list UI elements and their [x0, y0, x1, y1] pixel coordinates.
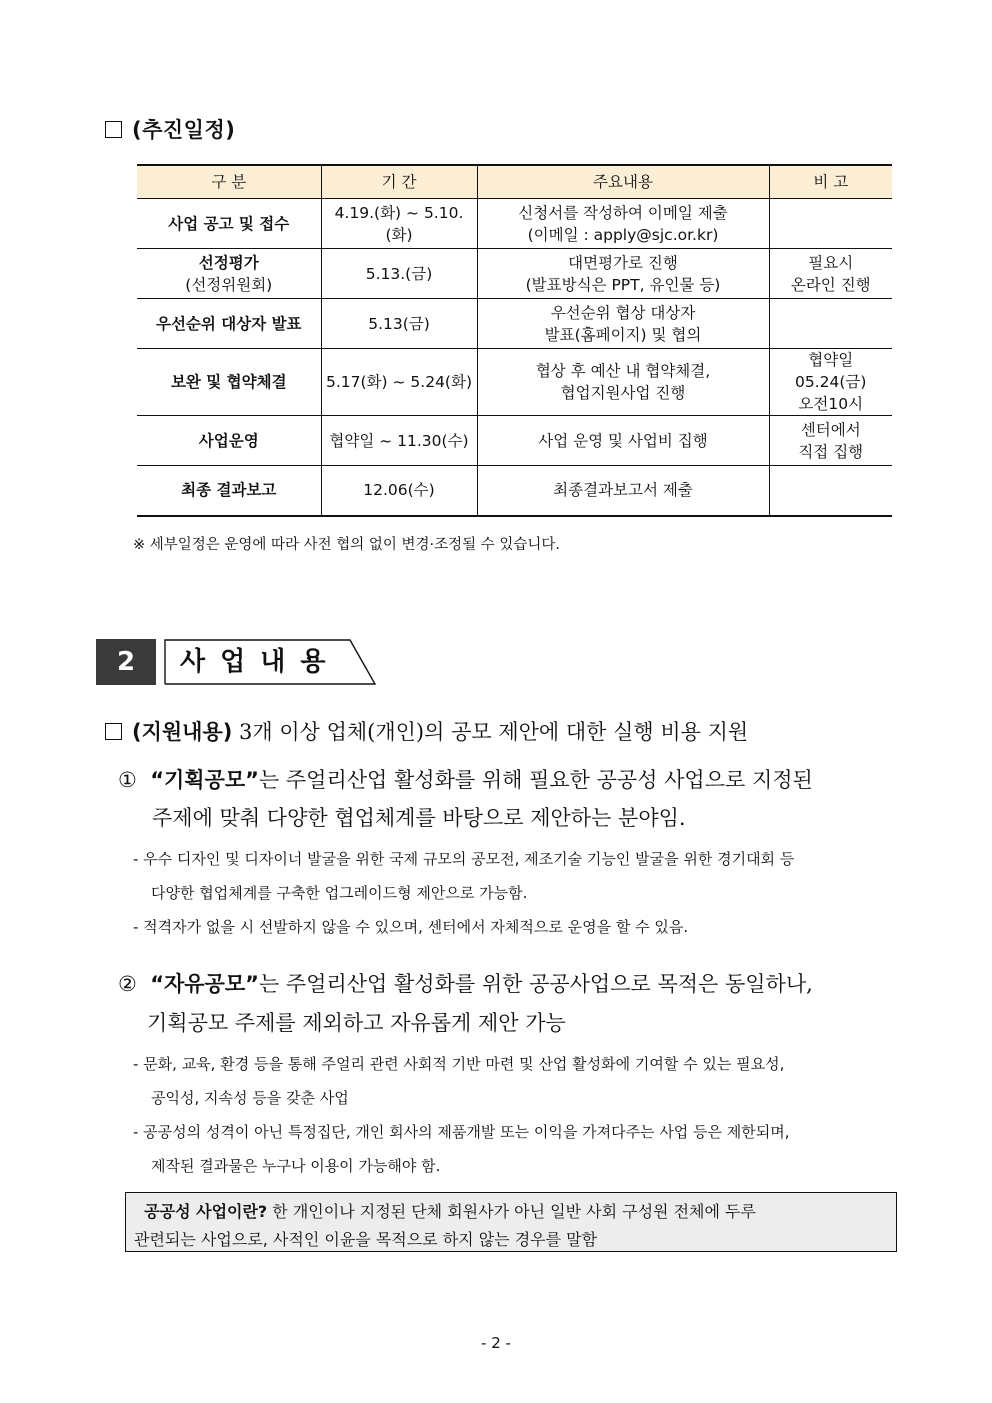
content-cell: 신청서를 작성하여 이메일 제출 (이메일 : apply@sjc.or.kr)	[477, 199, 769, 249]
content-cell: 사업 운영 및 사업비 집행	[477, 416, 769, 466]
item-planned-contest-cont: 주제에 맞춰 다양한 협업체계를 바탕으로 제안하는 분야임.	[152, 806, 686, 830]
table-row	[137, 249, 892, 299]
period-cell: 12.06(수)	[321, 466, 477, 516]
category-cell: 보완 및 협약체결	[137, 349, 321, 416]
category-cell: 최종 결과보고	[137, 466, 321, 516]
table-row	[137, 349, 892, 416]
period-cell: 5.13.(금)	[321, 249, 477, 299]
content-cell: 우선순위 협상 대상자 발표(홈페이지) 및 협의	[477, 299, 769, 349]
category-cell: 사업 공고 및 접수	[137, 199, 321, 249]
schedule-note: ※ 세부일정은 운영에 따라 사전 협의 없이 변경·조정될 수 있습니다.	[133, 537, 561, 553]
table-header-row	[137, 165, 892, 199]
remark-cell: 협약일 05.24(금) 오전10시	[769, 349, 892, 416]
item-free-contest-cont: 기획공모 주제를 제외하고 자유롭게 제안 가능	[147, 1011, 566, 1035]
category-cell: 우선순위 대상자 발표	[137, 299, 321, 349]
content-cell: 최종결과보고서 제출	[477, 466, 769, 516]
header-cell: 기 간	[321, 165, 477, 199]
support-content-line: (지원내용) 3개 이상 업체(개인)의 공모 제안에 대한 실행 비용 지원	[105, 716, 748, 746]
section-number-badge: 2	[96, 639, 156, 685]
table-row	[137, 299, 892, 349]
remark-cell	[769, 466, 892, 516]
remark-cell	[769, 299, 892, 349]
public-business-definition-box: 공공성 사업이란? 한 개인이나 지정된 단체 회원사가 아닌 일반 사회 구성원 전체에 두루 관련되는 사업으로, 사적인 이윤을 목적으로 하지 않는 경우를 말함	[125, 1192, 897, 1252]
section-title: 사업내용	[180, 647, 341, 677]
list-item: 제작된 결과물은 누구나 이용이 가능해야 함.	[151, 1157, 441, 1175]
remark-cell: 센터에서 직접 집행	[769, 416, 892, 466]
item-planned-contest: ① “기획공모”는 주얼리산업 활성화를 위해 필요한 공공성 사업으로 지정된	[118, 768, 813, 792]
header-cell: 비 고	[769, 165, 892, 199]
list-item: - 적격자가 없을 시 선발하지 않을 수 있으며, 센터에서 자체적으로 운영을 할 수 있음.	[133, 918, 689, 936]
schedule-heading: (추진일정)	[105, 114, 235, 144]
table-row	[137, 199, 892, 249]
list-item: - 우수 디자인 및 디자이너 발굴을 위한 국제 규모의 공모전, 제조기술 기능인 발굴을 위한 경기대회 등	[133, 850, 795, 868]
page-number: - 2 -	[481, 1334, 511, 1352]
list-item: 공익성, 지속성 등을 갖춘 사업	[151, 1089, 349, 1107]
period-cell: 협약일 ~ 11.30(수)	[321, 416, 477, 466]
list-item: 다양한 협업체계를 구축한 업그레이드형 제안으로 가능함.	[151, 884, 528, 902]
content-cell: 협상 후 예산 내 협약체결, 협업지원사업 진행	[477, 349, 769, 416]
table-row	[137, 466, 892, 516]
remark-cell: 필요시 온라인 진행	[769, 249, 892, 299]
content-cell: 대면평가로 진행 (발표방식은 PPT, 유인물 등)	[477, 249, 769, 299]
list-item: - 공공성의 성격이 아닌 특정집단, 개인 회사의 제품개발 또는 이익을 가져다주는 사업 등은 제한되며,	[133, 1123, 790, 1141]
list-item: - 문화, 교육, 환경 등을 통해 주얼리 관련 사회적 기반 마련 및 산업 활성화에 기여할 수 있는 필요성,	[133, 1055, 785, 1073]
item-free-contest: ② “자유공모”는 주얼리산업 활성화를 위한 공공사업으로 목적은 동일하나,	[118, 972, 813, 996]
header-cell: 구 분	[137, 165, 321, 199]
header-cell: 주요내용	[477, 165, 769, 199]
remark-cell	[769, 199, 892, 249]
schedule-table	[137, 164, 892, 517]
period-cell: 5.17(화) ~ 5.24(화)	[321, 349, 477, 416]
table-row	[137, 416, 892, 466]
section-title-badge	[164, 639, 376, 685]
category-cell: 선정평가 (선정위원회)	[137, 249, 321, 299]
period-cell: 5.13(금)	[321, 299, 477, 349]
checkbox-square-icon	[105, 723, 122, 740]
period-cell: 4.19.(화) ~ 5.10.(화)	[321, 199, 477, 249]
checkbox-square-icon	[105, 121, 122, 138]
category-cell: 사업운영	[137, 416, 321, 466]
